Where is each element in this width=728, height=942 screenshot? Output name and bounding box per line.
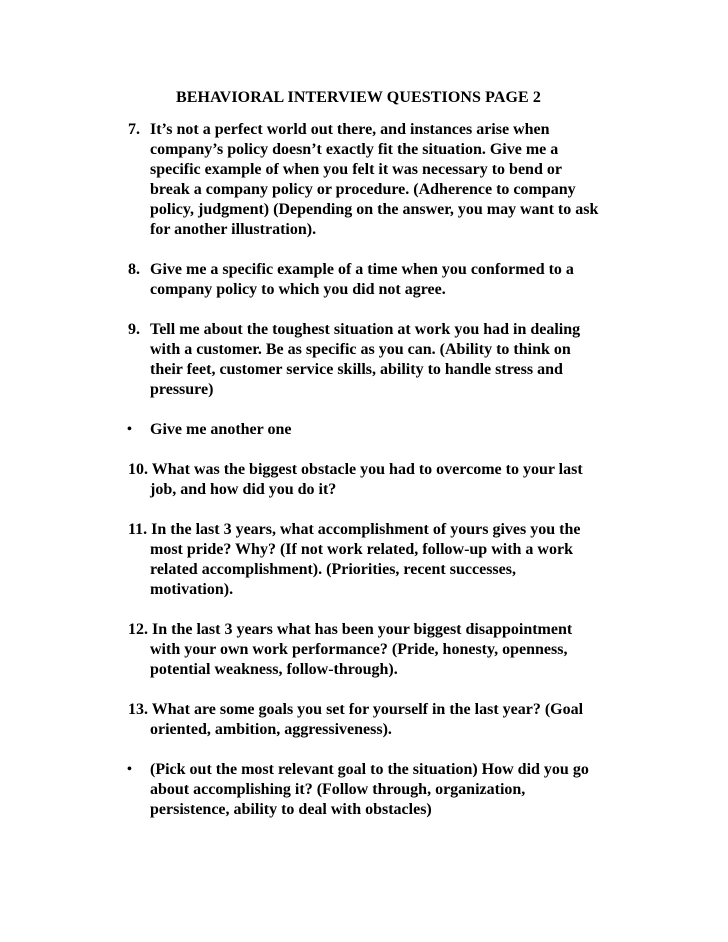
bullet-line: Give me another one [150,421,292,438]
question-line: with your own work performance? (Pride, honesty, openness, [150,641,568,658]
question-11 [128,520,628,600]
question-line: 10. What was the biggest obstacle you had to overcome to your last [128,461,583,478]
question-text [128,460,628,500]
question-13 [128,700,628,740]
question-line: policy, judgment) (Depending on the answer, you may want to ask [150,201,599,218]
question-7 [128,120,628,240]
question-number: 7. [128,121,140,138]
question-line: most pride? Why? (If not work related, follow-up with a work [150,541,573,558]
question-line: their feet, customer service skills, ability to handle stress and [150,361,563,378]
question-10 [128,460,628,500]
bullet-line: persistence, ability to deal with obstacles) [150,801,432,818]
question-line: motivation). [150,581,234,598]
question-number: 9. [128,321,140,338]
question-text [128,520,628,600]
question-line: break a company policy or procedure. (Adherence to company [150,181,576,198]
bullet-text [150,420,628,440]
question-line: oriented, ambition, aggressiveness). [150,721,392,738]
question-9 [128,320,628,400]
question-line: pressure) [150,381,214,398]
question-line: company policy to which you did not agree. [150,281,446,298]
bullet-line: about accomplishing it? (Follow through, organization, [150,781,526,798]
question-text [150,260,628,300]
bullet-followup-2 [128,760,628,820]
question-line: It’s not a perfect world out there, and instances arise when [150,121,550,138]
question-number: 8. [128,261,140,278]
question-line: job, and how did you do it? [150,481,337,498]
page-title: BEHAVIORAL INTERVIEW QUESTIONS PAGE 2 [176,89,542,106]
question-text [128,620,628,680]
question-8 [128,260,628,300]
question-line: 12. In the last 3 years what has been your biggest disappointment [128,621,573,638]
question-line: for another illustration). [150,221,317,238]
bullet-icon: • [127,422,132,437]
bullet-followup-1 [128,420,628,440]
bullet-icon: • [127,762,132,777]
question-line: Tell me about the toughest situation at work you had in dealing [150,321,581,338]
question-line: potential weakness, follow-through). [150,661,398,678]
question-text [128,700,628,740]
question-line: related accomplishment). (Priorities, recent successes, [150,561,516,578]
question-line: company’s policy doesn’t exactly fit the situation. Give me a [150,141,559,158]
question-line: Give me a specific example of a time when you conformed to a [150,261,574,278]
bullet-line: (Pick out the most relevant goal to the situation) How did you go [150,761,589,778]
question-list [128,120,628,840]
question-text [150,120,628,240]
bullet-text [150,760,628,820]
question-line: specific example of when you felt it was necessary to bend or [150,161,562,178]
question-12 [128,620,628,680]
question-line: 11. In the last 3 years, what accomplishment of yours gives you the [128,521,581,538]
question-text [150,320,628,400]
question-line: with a customer. Be as specific as you can. (Ability to think on [150,341,571,358]
question-line: 13. What are some goals you set for yourself in the last year? (Goal [128,701,584,718]
